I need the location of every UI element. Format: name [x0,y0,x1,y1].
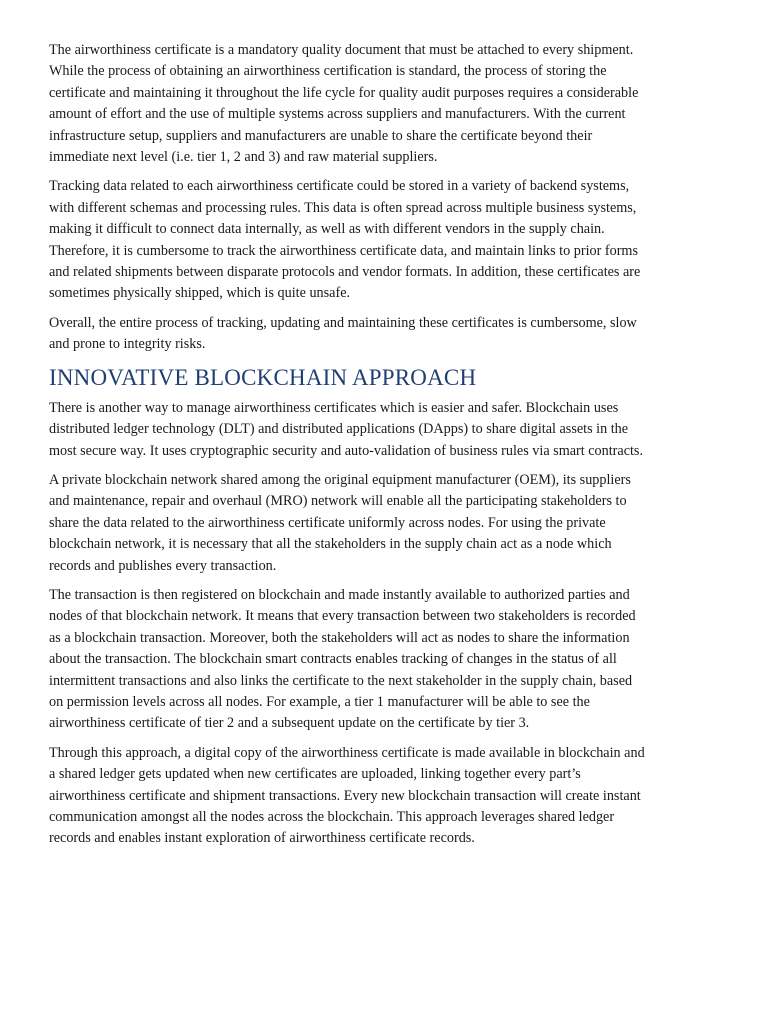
intro-paragraph-1: The airworthiness certificate is a mandatory quality document that must be attached to every shipment. While the process of obtaining an airworthiness certification is standard, the process of storing the certificate and maintaining it throughout the life cycle for quality audit purposes requires a considerable amount of effort and the use of multiple systems across suppliers and manufacturers. With the current infrastructure setup, suppliers and manufacturers are unable to share the certificate beyond their immediate next level (i.e. tier 1, 2 and 3) and raw material suppliers. [49,42,639,166]
intro-paragraph-3: Overall, the entire process of tracking, updating and maintaining these certificates is cumbersome, slow and prone to integrity risks. [49,314,637,353]
intro-paragraph-2: Tracking data related to each airworthiness certificate could be stored in a variety of backend systems, with different schemas and processing rules. This data is often spread across multiple business systems, making it difficult to connect data internally, as well as with different vendors in the supply chain. Therefore, it is cumbersome to track the airworthiness certificate data, and maintain links to prior forms and related shipments between disparate protocols and vendor formats. In addition, these certificates are sometimes physically shipped, which is quite unsafe. [49,178,641,302]
section-paragraph-3: The transaction is then registered on blockchain and made instantly available to authorized parties and nodes of that blockchain network. It means that every transaction between two stakeholders is recorded as a blockchain transaction. Moreover, both the stakeholders will act as nodes to share the information about the transaction. The blockchain smart contracts enables tracking of changes in the status of all intermittent transactions and also links the certificate to the next stakeholder in the supply chain, based on permission levels across all nodes. For example, a tier 1 manufacturer will be able to see the airworthiness certificate of tier 2 and a subsequent update on the certificate by tier 3. [49,586,636,732]
document-page [49,40,649,858]
section-heading: INNOVATIVE BLOCKCHAIN APPROACH [49,364,477,390]
section-paragraph-4: Through this approach, a digital copy of the airworthiness certificate is made available in blockchain and a shared ledger gets updated when new certificates are uploaded, linking together every part’s airworthiness certificate and shipment transactions. Every new blockchain transaction will create instant communication amongst all the nodes across the blockchain. This approach leverages shared ledger records and enables instant exploration of airworthiness certificate records. [49,744,645,847]
section-paragraph-1: There is another way to manage airworthiness certificates which is easier and safer. Blockchain uses distributed ledger technology (DLT) and distributed applications (DApps) to share digital assets in the most secure way. It uses cryptographic security and auto-validation of business rules via smart contracts. [49,399,643,459]
section-paragraph-2: A private blockchain network shared among the original equipment manufacturer (OEM), its suppliers and maintenance, repair and overhaul (MRO) network will enable all the participating stakeholders to share the data related to the airworthiness certificate uniformly across nodes. For using the private blockchain network, it is necessary that all the stakeholders in the supply chain act as a node which records and publishes every transaction. [49,471,631,574]
